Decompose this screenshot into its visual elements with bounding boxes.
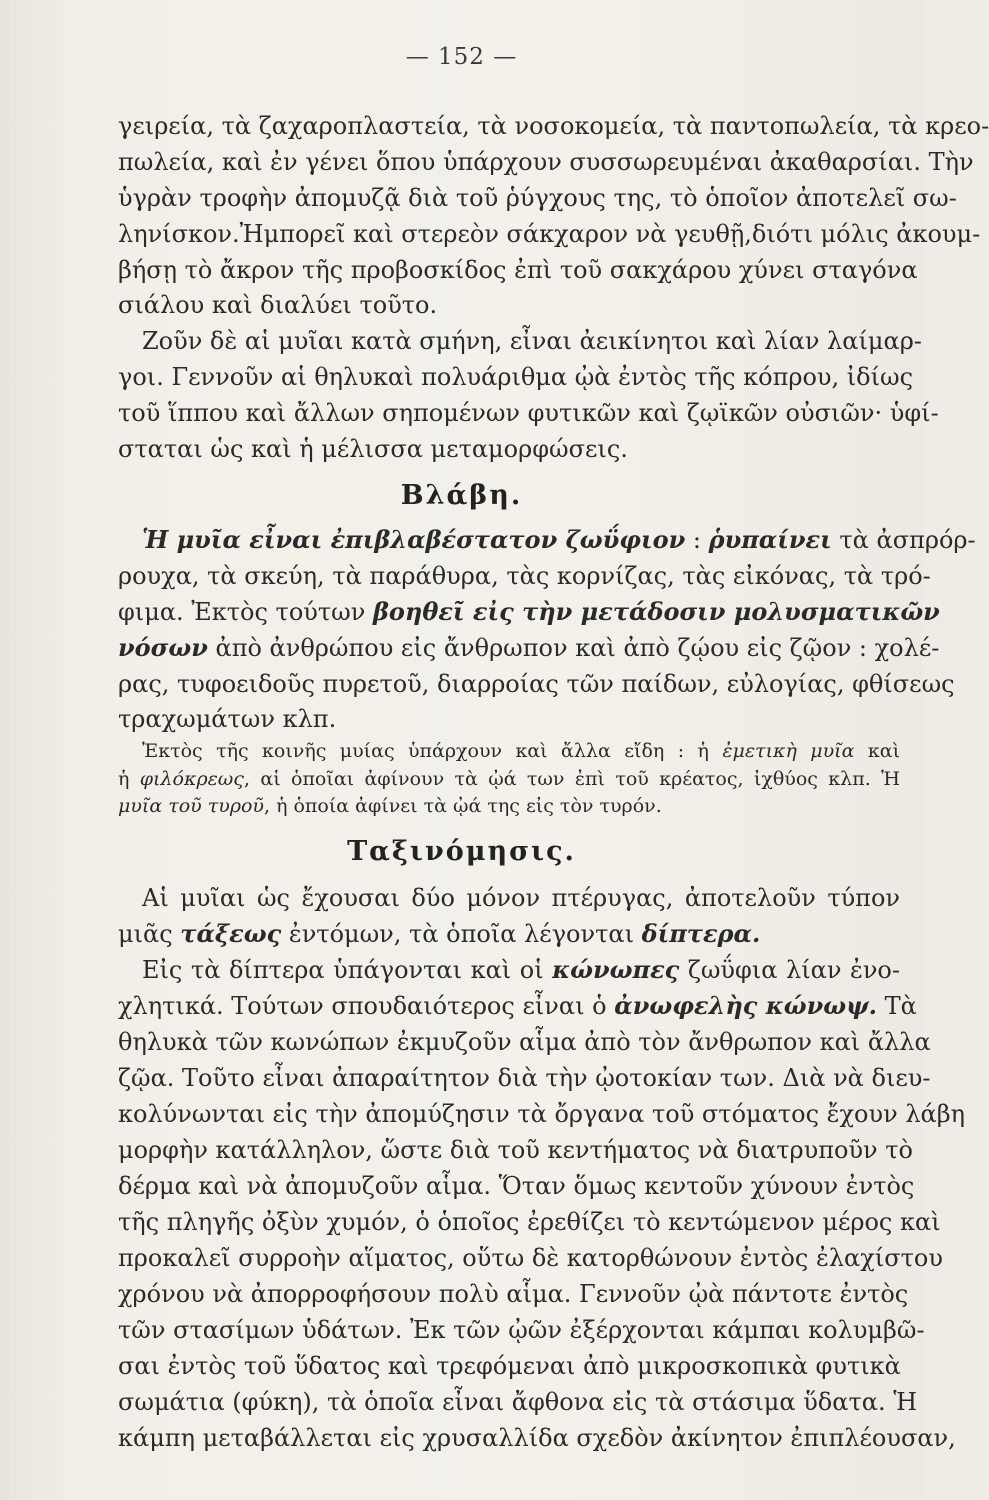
text-line: κολύνωνται εἰς τὴν ἀπομύζησιν τὰ ὄργανα τοῦ στόματος ἔχουν λάβη [118, 1100, 965, 1128]
text-line: τοῦ ἵππου καὶ ἄλλων σηπομένων φυτικῶν καὶ ζῳϊκῶν οὐσιῶν· ὑφί- [118, 399, 939, 427]
emphasis-text: δίπτερα. [641, 919, 761, 948]
text-line: σιάλου καὶ διαλύει τοῦτο. [118, 291, 438, 319]
text-line: ρουχα, τὰ σκεύη, τὰ παράθυρα, τὰς κορνίζας, τὰς εἰκόνας, τὰ τρό- [118, 562, 931, 590]
text-line: σωμάτια (φύκη), τὰ ὁποῖα εἶναι ἄφθονα εἰς τὰ στάσιμα ὕδατα. Ἡ [118, 1388, 918, 1416]
text-span: Εἰς τὰ δίπτερα ὑπάγονται καὶ οἱ [142, 956, 553, 984]
text-span: καὶ [854, 740, 901, 762]
note-line [118, 742, 900, 761]
text-line: ληνίσκον.Ἠμπορεῖ καὶ στερεὸν σάκχαρον νὰ γευθῇ,διότι μόλις ἀκουμ- [118, 220, 981, 248]
text-line: τῆς πληγῆς ὀξὺν χυμόν, ὁ ὁποῖος ἐρεθίζει τὸ κεντώμενον μέρος καὶ [118, 1208, 941, 1236]
text-line: κάμπη μεταβάλλεται εἰς χρυσαλλίδα σχεδὸν ἀκίνητον ἐπιπλέουσαν, [118, 1424, 956, 1452]
text-line: γειρεία, τὰ ζαχαροπλαστεία, τὰ νοσοκομεία, τὰ παντοπωλεία, τὰ κρεο- [118, 112, 989, 140]
text-line: θηλυκὰ τῶν κωνώπων ἐκμυζοῦν αἷμα ἀπὸ τὸν ἄνθρωπον καὶ ἄλλα [118, 1028, 931, 1056]
text-line [118, 919, 900, 948]
text-span: Τὰ [877, 992, 917, 1020]
emphasis-text: ῥυπαίνει [708, 525, 832, 554]
text-span: μιᾶς [118, 920, 181, 948]
text-line: δέρμα καὶ νὰ ἀπομυζοῦν αἷμα. Ὅταν ὅμως κεντοῦν χύνουν ἐντὸς [118, 1172, 915, 1200]
text-span: τὰ ἀσπρόρ- [831, 526, 976, 554]
text-span: χλητικά. Τούτων σπουδαιότερος εἶναι ὁ [118, 992, 615, 1020]
text-line: προκαλεῖ συρροὴν αἵματος, οὕτω δὲ κατορθώνουν ἐντὸς ἐλαχίστου [118, 1244, 943, 1272]
text-line: τραχωμάτων κλπ. [118, 705, 337, 733]
italic-text: μυῖα τοῦ τυροῦ [118, 795, 264, 817]
text-line: σαι ἐντὸς τοῦ ὕδατος καὶ τρεφόμεναι ἀπὸ μικροσκοπικὰ φυτικὰ [118, 1352, 901, 1380]
note-line [118, 797, 900, 816]
section-heading-classification: Ταξινόμησις. [347, 836, 576, 867]
text-span: ἐντόμων, τὰ ὁποῖα λέγονται [281, 920, 642, 948]
section-heading-harm: Βλάβη. [400, 480, 523, 511]
text-span: , ἡ ὁποία ἀφίνει τὰ ᾠά της εἰς τὸν τυρόν. [263, 795, 662, 817]
italic-text: ἐμετικὴ μυῖα [722, 740, 855, 762]
emphasis-text: νόσων [118, 633, 208, 662]
text-line: ζῷα. Τοῦτο εἶναι ἀπαραίτητον διὰ τὴν ᾠοτοκίαν των. Διὰ νὰ διευ- [118, 1064, 931, 1092]
text-line: Αἱ μυῖαι ὡς ἔχουσαι δύο μόνον πτέρυγας, ἀποτελοῦν τύπον [142, 884, 900, 912]
text-line [118, 597, 940, 626]
text-span: φιμα. Ἐκτὸς τούτων [118, 598, 373, 626]
text-line: χρόνου νὰ ἀπορροφήσουν πολὺ αἷμα. Γεννοῦν ᾠὰ πάντοτε ἐντὸς [118, 1280, 909, 1308]
text-span: ἡ [118, 768, 140, 790]
text-line: μορφὴν κατάλληλον, ὥστε διὰ τοῦ κεντήματος νὰ διατρυποῦν τὸ [118, 1136, 913, 1164]
text-line [118, 991, 917, 1020]
text-span: , αἱ ὁποῖαι ἀφίνουν τὰ ᾠά των ἐπὶ τοῦ κρέατος, ἰχθύος κλπ. Ἡ [243, 768, 900, 790]
text-line: σταται ὡς καὶ ἡ μέλισσα μεταμορφώσεις. [118, 435, 628, 463]
text-span: Ἐκτὸς τῆς κοινῆς μυίας ὑπάρχουν καὶ ἄλλα εἴδη : ἡ [142, 740, 723, 762]
italic-text: φιλόκρεως [139, 768, 244, 790]
text-line: πωλεία, καὶ ἐν γένει ὅπου ὑπάρχουν συσσωρευμέναι ἀκαθαρσίαι. Τὴν [118, 148, 974, 176]
note-line [118, 770, 900, 789]
text-line: ρας, τυφοειδοῦς πυρετοῦ, διαρροίας τῶν παίδων, εὐλογίας, φθίσεως [118, 670, 955, 698]
emphasis-text: Ἡ μυῖα εἶναι ἐπιβλαβέστατον ζωΰφιον [142, 525, 686, 554]
text-line: γοι. Γεννοῦν αἱ θηλυκαὶ πολυάριθμα ᾠὰ ἐντὸς τῆς κόπρου, ἰδίως [118, 363, 914, 391]
text-line [118, 525, 976, 554]
text-span: ἀπὸ ἀνθρώπου εἰς ἄνθρωπον καὶ ἀπὸ ζῴου εἰς ζῷον : χολέ- [207, 634, 940, 662]
emphasis-text: κώνωπες [552, 955, 680, 984]
text-line: τῶν στασίμων ὑδάτων. Ἐκ τῶν ᾠῶν ἐξέρχονται κάμπαι κολυμβῶ- [118, 1316, 925, 1344]
text-line: ὑγρὰν τροφὴν ἀπομυζᾷ διὰ τοῦ ῥύγχους της, τὸ ὁποῖον ἀποτελεῖ σω- [118, 184, 957, 212]
page-number: — 152 — [405, 44, 518, 70]
text-line: βήσῃ τὸ ἄκρον τῆς προβοσκίδος ἐπὶ τοῦ σακχάρου χύνει σταγόνα [118, 256, 918, 284]
text-line [118, 955, 900, 984]
emphasis-text: τάξεως [180, 919, 282, 948]
text-span: : [685, 526, 709, 554]
emphasis-text: ἀνωφελὴς κώνωψ. [614, 991, 878, 1020]
text-line [118, 633, 940, 662]
text-line: Ζοῦν δὲ αἱ μυῖαι κατὰ σμήνη, εἶναι ἀεικίνητοι καὶ λίαν λαίμαρ- [142, 327, 922, 355]
text-span: ζωΰφια λίαν ἐνο- [679, 956, 900, 984]
emphasis-text: βοηθεῖ εἰς τὴν μετάδοσιν μολυσματικῶν [372, 597, 940, 626]
